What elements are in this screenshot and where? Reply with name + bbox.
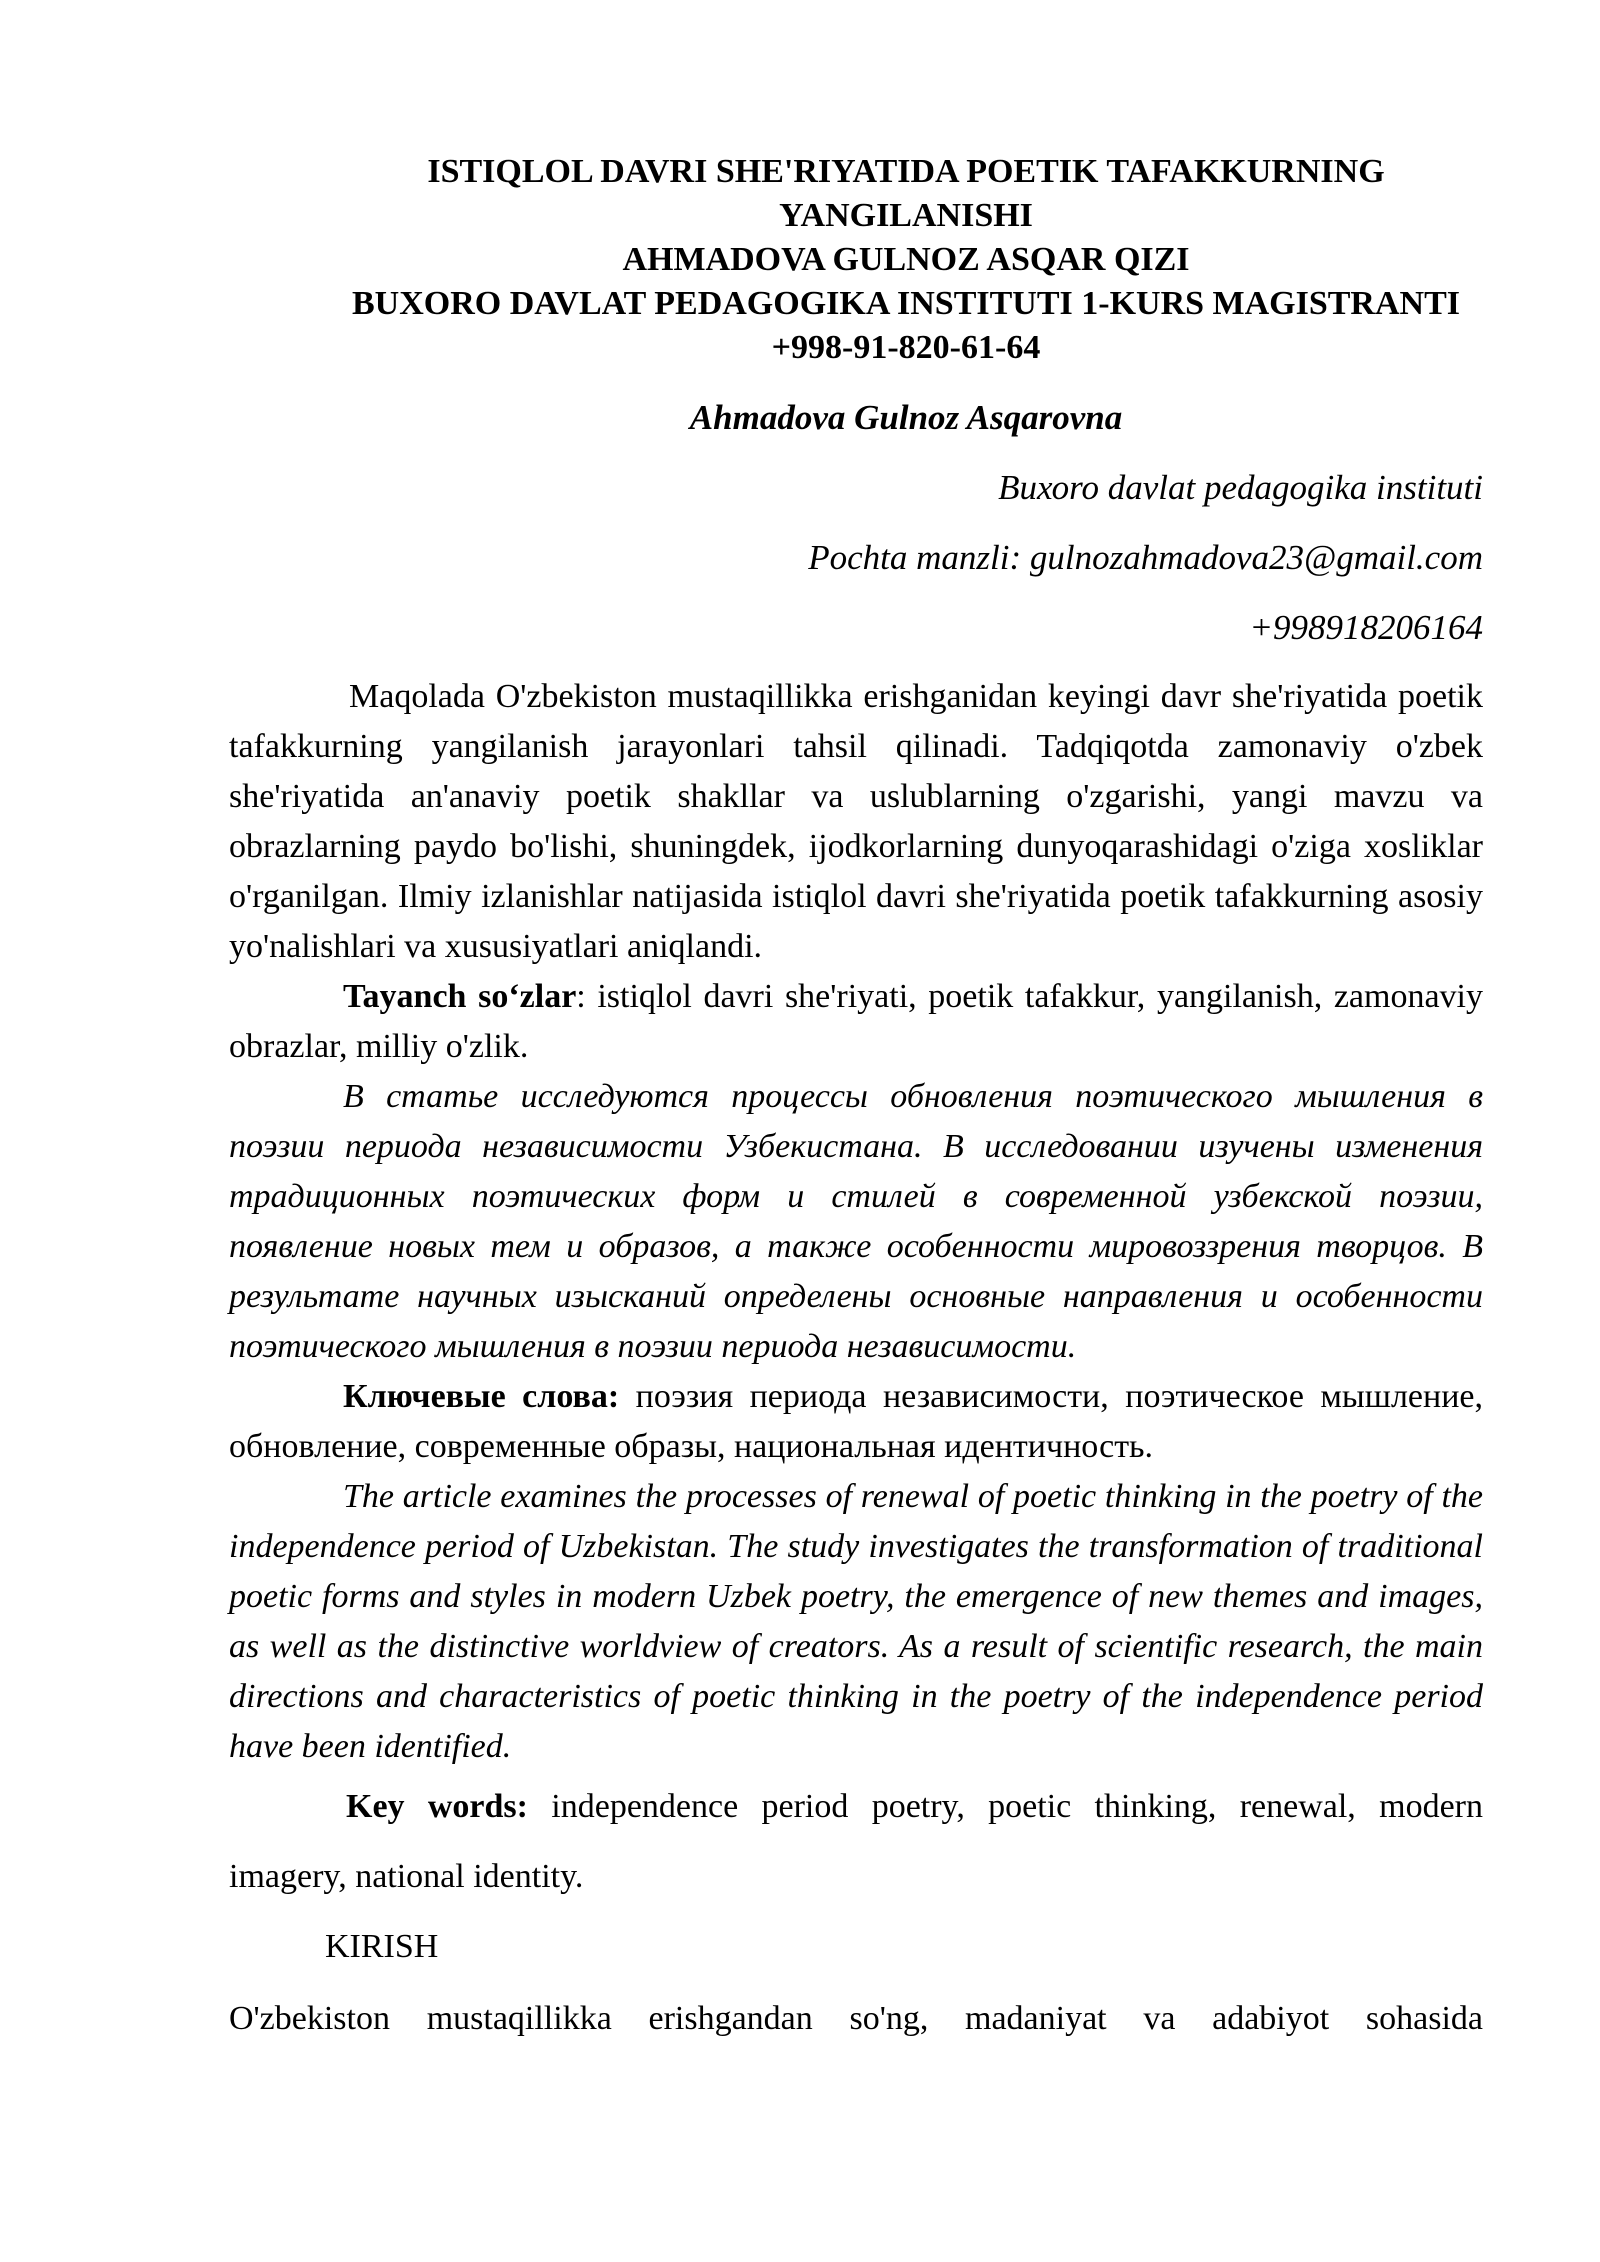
keywords-english [229,1772,1483,1912]
paper-title-line1: ISTIQLOL DAVRI SHE'RIYATIDA POETIK TAFAKKURNING [427,153,1385,190]
keywords-english-text: independence period poetry, poetic thinking, renewal, modern imagery, national identity. [229,1788,1483,1895]
keywords-russian-label: Ключевые слова: [343,1378,620,1415]
phone-upper: +998-91-820-61-64 [771,329,1041,366]
keywords-russian-text: поэзия периода независимости, поэтическое мышление, обновление, современные образы, национальная идентичность. [229,1378,1483,1465]
intro-paragraph: O'zbekiston mustaqillikka erishgandan so'ng, madaniyat va adabiyot sohasida [229,2000,1483,2037]
abstract-uzbek: Maqolada O'zbekiston mustaqillikka erishganidan keyingi davr she'riyatida poetik tafakkurning yangilanish jarayonlari tahsil qilinadi. Tadqiqotda zamonaviy o'zbek she'riyatida an'anaviy poetik shakllar va uslublarning o'zgarishi, yangi mavzu va obrazlarning paydo bo'lishi, shuningdek, ijodkorlarning dunyoqarashidagi o'ziga xosliklar o'rganilgan. Ilmiy izlanishlar natijasida istiqlol davri she'riyatida poetik tafakkurning asosiy yo'nalishlari va xususiyatlari aniqlandi. [229,678,1483,965]
abstract-russian: В статье исследуются процессы обновления поэтического мышления в поэзии периода независимости Узбекистана. В исследовании изучены изменения традиционных поэтических форм и стилей в современной узбекской поэзии, появление новых тем и образов, а также особенности мировоззрения творцов. В результате научных изысканий определены основные направления и особенности поэтического мышления в поэзии периода независимости. [229,1078,1483,1365]
email-line: Pochta manzli: gulnozahmadova23@gmail.com [808,538,1483,577]
paper-title-line2: YANGILANISHI [779,197,1033,234]
affiliation-upper: BUXORO DAVLAT PEDAGOGIKA INSTITUTI 1-KURS MAGISTRANTI [351,285,1461,322]
keywords-english-label: Key words: [346,1788,528,1825]
phone-number: +998918206164 [1249,608,1483,647]
abstract-english: The article examines the processes of renewal of poetic thinking in the poetry of the independence period of Uzbekistan. The study investigates the transformation of traditional poetic forms and styles in modern Uzbek poetry, the emergence of new themes and images, as well as the distinctive worldview of creators. As a result of scientific research, the main directions and characteristics of poetic thinking in the poetry of the independence period have been identified. [229,1478,1483,1765]
title-block [229,150,1483,370]
keywords-uzbek [229,972,1483,1072]
institute-name: Bихоro davlat pedagogika instituti [998,468,1483,507]
author-name-upper: AHMADOVA GULNOZ ASQAR QIZI [622,241,1190,278]
paper-page [229,150,1483,2044]
author-name-italic: Ahmadova Gulnoz Asqarovna [689,398,1123,437]
keywords-russian [229,1372,1483,1472]
keywords-uzbek-text: : istiqlol davri she'riyati, poetik tafakkur, yangilanish, zamonaviy obrazlar, milliy o'zlik. [229,978,1483,1065]
keywords-uzbek-label: Tayanch so‘zlar [343,978,577,1015]
section-heading: KIRISH [325,1928,439,1965]
